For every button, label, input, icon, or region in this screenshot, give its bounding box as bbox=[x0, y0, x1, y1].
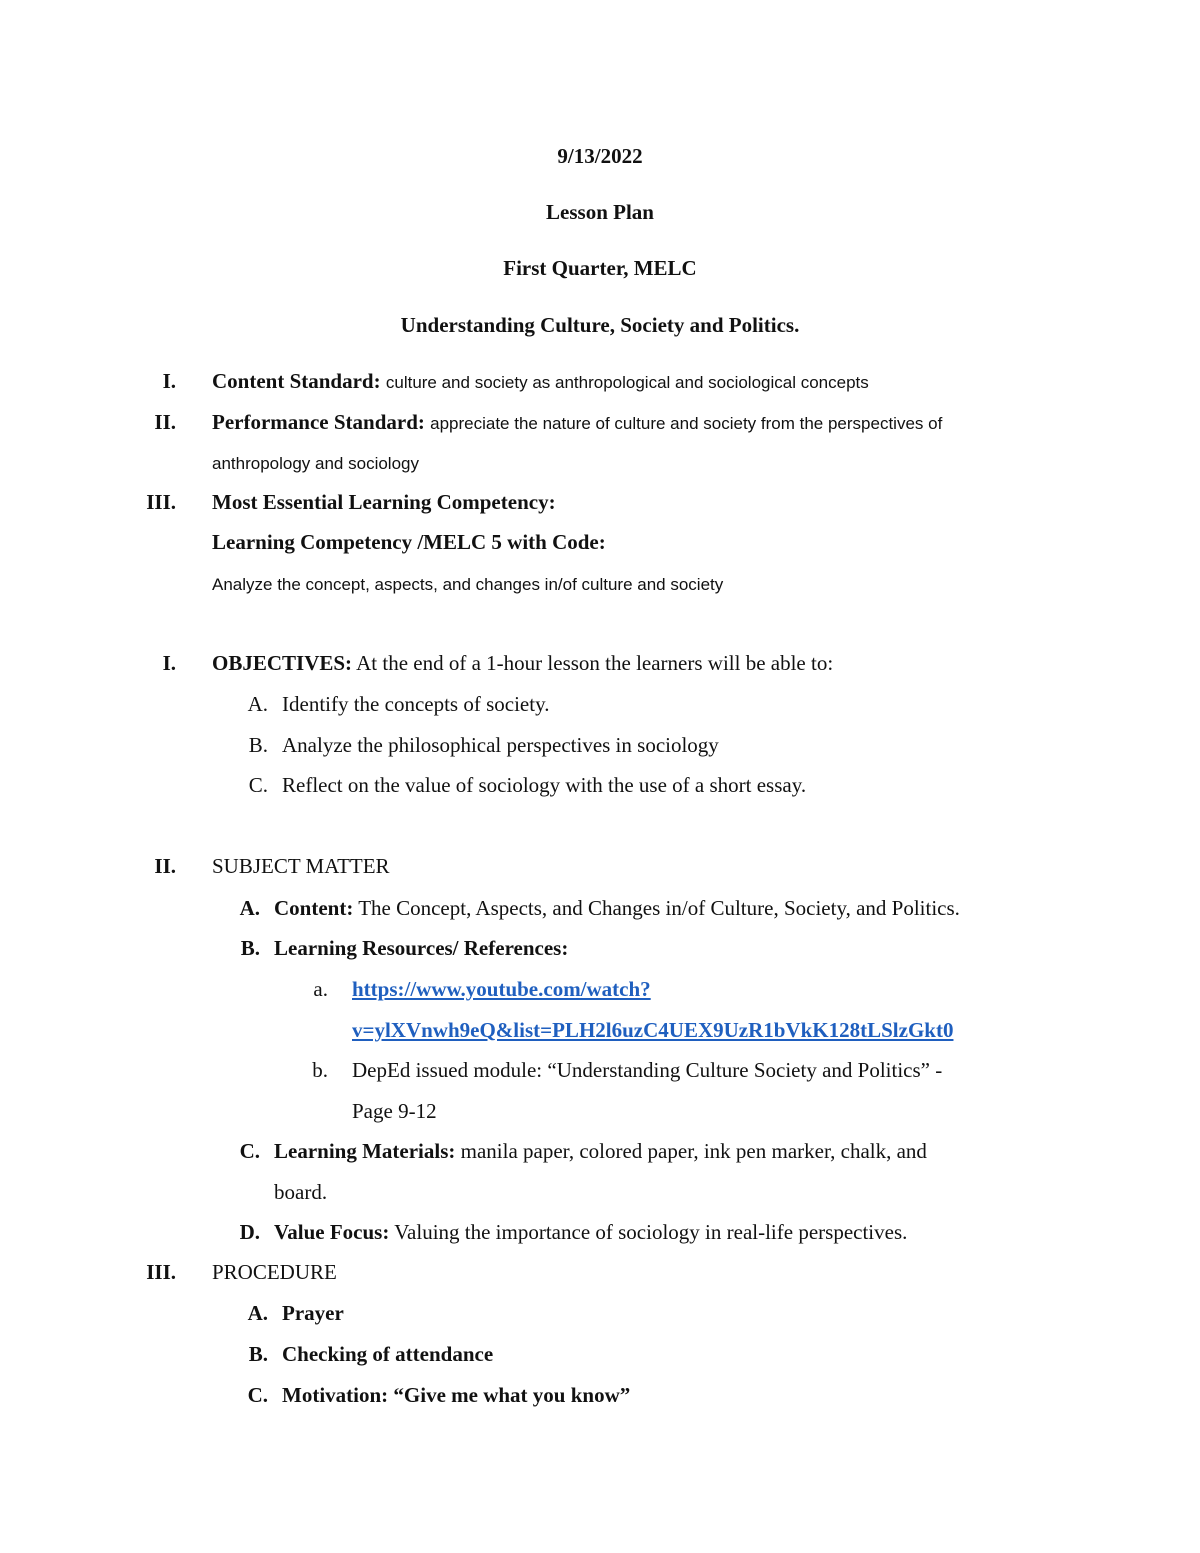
procedure-step: Motivation: “Give me what you know” bbox=[282, 1383, 631, 1407]
module-reference: DepEd issued module: “Understanding Culture Society and Politics” - bbox=[352, 1058, 943, 1082]
melc-code-label: Learning Competency /MELC 5 with Code: bbox=[212, 530, 606, 554]
roman-numeral: II. bbox=[154, 410, 176, 434]
melc-label: Most Essential Learning Competency: bbox=[212, 490, 556, 514]
quarter-label: First Quarter, MELC bbox=[503, 256, 697, 280]
content-label: Content: bbox=[274, 896, 354, 920]
procedure-label: PROCEDURE bbox=[212, 1260, 337, 1284]
youtube-link[interactable]: https://www.youtube.com/watch? bbox=[352, 977, 651, 1001]
roman-numeral: II. bbox=[154, 854, 176, 878]
objective-text: Analyze the philosophical perspectives in sociology bbox=[282, 733, 719, 757]
value-focus-label: Value Focus: bbox=[274, 1220, 390, 1244]
objective-text: Identify the concepts of society. bbox=[282, 692, 550, 716]
subject-title: Understanding Culture, Society and Politics. bbox=[400, 313, 800, 337]
roman-numeral: I. bbox=[162, 369, 176, 393]
value-focus-text: Valuing the importance of sociology in real-life perspectives. bbox=[394, 1220, 908, 1244]
roman-numeral: III. bbox=[146, 490, 176, 514]
performance-standard-text-cont: anthropology and sociology bbox=[212, 454, 419, 473]
content-standard-text: culture and society as anthropological and sociological concepts bbox=[385, 373, 869, 392]
roman-numeral: III. bbox=[146, 1260, 176, 1284]
materials-text-cont: board. bbox=[274, 1180, 328, 1204]
materials-label: Learning Materials: bbox=[274, 1139, 456, 1163]
melc-text: Analyze the concept, aspects, and changes in/of culture and society bbox=[212, 575, 724, 594]
resources-label: Learning Resources/ References: bbox=[274, 936, 569, 960]
lesson-date: 9/13/2022 bbox=[557, 144, 643, 168]
objectives-text: At the end of a 1-hour lesson the learners will be able to: bbox=[356, 651, 834, 675]
materials-text: manila paper, colored paper, ink pen marker, chalk, and bbox=[460, 1139, 927, 1163]
lesson-plan-page: 9/13/2022 Lesson Plan First Quarter, MELC Understanding Culture, Society and Politics. I. Content Standard: culture and society as anthropological and sociological concepts II. Performance Standard: appreciate the nature of culture and society from the perspectives of anthropology and sociology III. Most Essential Learning Competency: Learning Competency /MELC 5 with Code: Analyze the concept, aspects, and changes in/of culture and society I. OBJECTIVES: At the end of a 1-hour lesson the learners will be able to: A. Identify the concepts of society. B. Analyze the philosophical perspectives in sociology C. Reflect on the value of sociology with the use of a short essay. II. SUBJECT MATTER A. Content: The Concept, Aspects, and Changes in/of Culture, Society, and Politics. B. Learning Resources/ References: a. https://www.youtube.com/watch? v=ylXVnwh9eQ&list=PLH2l6uzC4UEX9UzR1bVkK128tLSlzGkt0 b. DepEd issued module: “Understanding Culture Society and Politics” - Page 9-12 C. Learning Materials: manila paper, colored paper, ink pen marker, chalk, and board. D. Value Focus: Valuing the importance of sociology in real-life perspectives. III. PROCEDURE A. Prayer B. Checking of attendance C. Motivation: “Give me what you know” bbox=[0, 0, 1200, 1553]
objective-text: Reflect on the value of sociology with the use of a short essay. bbox=[282, 773, 807, 797]
subject-matter-label: SUBJECT MATTER bbox=[212, 854, 390, 878]
module-reference-cont: Page 9-12 bbox=[352, 1099, 437, 1123]
youtube-link-cont[interactable]: v=ylXVnwh9eQ&list=PLH2l6uzC4UEX9UzR1bVkK128tLSlzGkt0 bbox=[352, 1018, 954, 1042]
procedure-step: Prayer bbox=[282, 1301, 344, 1325]
performance-standard-text: appreciate the nature of culture and society from the perspectives of bbox=[430, 414, 943, 433]
content-text: The Concept, Aspects, and Changes in/of Culture, Society, and Politics. bbox=[358, 896, 960, 920]
procedure-step: Checking of attendance bbox=[282, 1342, 494, 1366]
roman-numeral: I. bbox=[162, 651, 176, 675]
objectives-label: OBJECTIVES: bbox=[212, 651, 353, 675]
document-title: Lesson Plan bbox=[546, 200, 654, 224]
performance-standard-label: Performance Standard: bbox=[212, 410, 425, 434]
content-standard-label: Content Standard: bbox=[212, 369, 381, 393]
